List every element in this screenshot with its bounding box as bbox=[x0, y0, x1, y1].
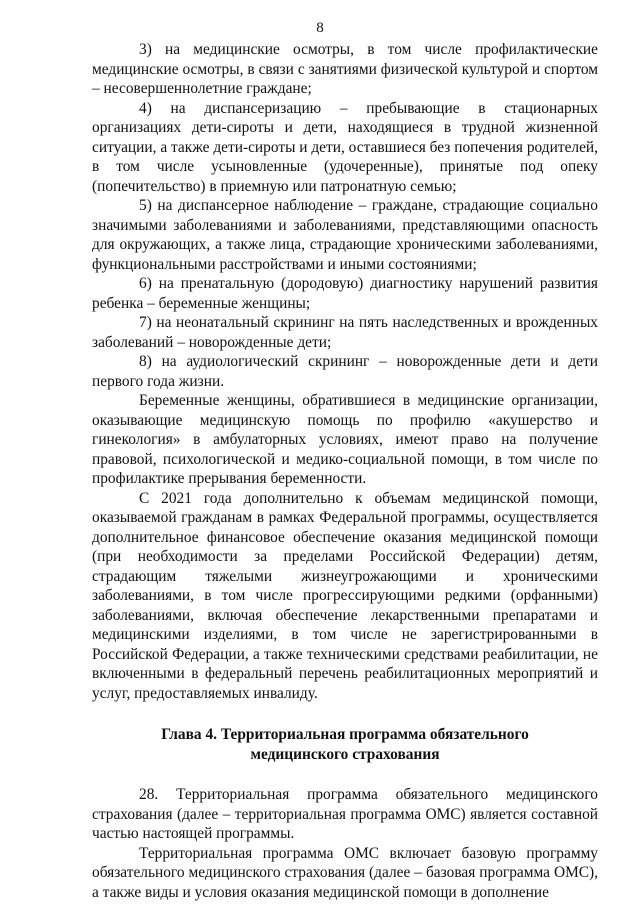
chapter-title-line-1: Глава 4. Территориальная программа обязательного bbox=[161, 726, 529, 743]
paragraph-item-4-dispensarization: 4) на диспансеризацию – пребывающие в стационарных организациях дети-сироты и дети, находящиеся в трудной жизненной ситуации, а также дети-сироты и дети, оставшиеся без попечения родителей, в том числе усыновленные (удочеренные), принятые под опеку (попечительство) в приемную или патронатную семью; bbox=[92, 99, 598, 195]
paragraph-28-territorial-program: 28. Территориальная программа обязательного медицинского страхования (далее – территориальная программа ОМС) является составной частью настоящей программы. bbox=[92, 786, 598, 842]
paragraph-item-3-medical-exams: 3) на медицинские осмотры, в том числе профилактические медицинские осмотры, в связи с занятиями физической культурой и спортом – несовершеннолетние граждане; bbox=[92, 41, 598, 97]
chapter-title-line-2: медицинского страхования bbox=[250, 745, 440, 763]
paragraph-item-7-neonatal-screening: 7) на неонатальный скрининг на пять наследственных и врожденных заболеваний – новорожденные дети; bbox=[92, 314, 598, 351]
paragraph-pregnant-women: Беременные женщины, обратившиеся в медицинские организации, оказывающие медицинскую помощь по профилю «акушерство и гинекология» в амбулаторных условиях, имеют право на получение правовой, психологической и медико-социальной помощи, в том числе по профилактике прерывания беременности. bbox=[92, 392, 598, 487]
chapter-title bbox=[92, 725, 598, 764]
paragraph-item-6-prenatal-diagnostics: 6) на пренатальную (дородовую) диагностику нарушений развития ребенка – беременные женщины; bbox=[92, 275, 598, 312]
paragraph-2021-additional-funding: С 2021 года дополнительно к объемам медицинской помощи, оказываемой гражданам в рамках Федеральной программы, осуществляется дополнительное финансовое обеспечение оказания медицинской помощи (при необходимости за пределами Российской Федерации) детям, страдающим тяжелыми жизнеугрожающими и хроническими заболеваниями, в том числе прогрессирующими редкими (орфанными) заболеваниями, включая обеспечение лекарственными препаратами и медицинскими изделиями, в том числе не зарегистрированными в Российской Федерации, а также техническими средствами реабилитации, не включенными в федеральный перечень реабилитационных мероприятий и услуг, предоставляемых инвалиду. bbox=[92, 489, 598, 702]
paragraph-item-5-dispensary-observation: 5) на диспансерное наблюдение – граждане, страдающие социально значимыми заболеваниями и заболеваниями, представляющими опасность для окружающих, а также лица, страдающие хроническими заболеваниями, функциональными расстройствами и иными состояниями; bbox=[92, 197, 598, 273]
page-number: 8 bbox=[316, 20, 324, 36]
paragraph-item-8-audiological-screening: 8) на аудиологический скрининг – новорожденные дети и дети первого года жизни. bbox=[92, 353, 598, 390]
document-body bbox=[92, 40, 598, 902]
paragraph-territorial-program-includes: Территориальная программа ОМС включает базовую программу обязательного медицинского страхования (далее – базовая программа ОМС), а также виды и условия оказания медицинской помощи в дополнение bbox=[92, 844, 598, 901]
